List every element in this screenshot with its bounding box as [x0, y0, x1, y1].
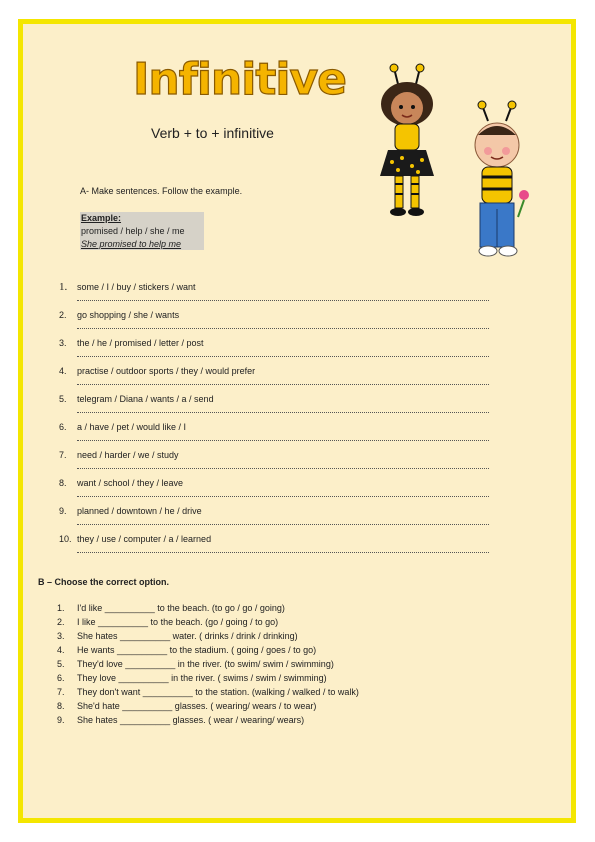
- answer-line[interactable]: [77, 496, 489, 497]
- answer-line[interactable]: [77, 440, 489, 441]
- answer-line[interactable]: [77, 300, 489, 301]
- item-number: 8.: [57, 701, 65, 711]
- answer-line[interactable]: [77, 328, 489, 329]
- item-sentence[interactable]: She'd hate __________ glasses. ( wearing/ wears / to wear): [77, 701, 317, 711]
- item-number: 1.: [59, 281, 68, 293]
- worksheet-page: [18, 19, 576, 823]
- item-prompt: some / I / buy / stickers / want: [77, 282, 196, 292]
- item-number: 1.: [57, 603, 65, 613]
- answer-line[interactable]: [77, 468, 489, 469]
- item-number: 9.: [59, 506, 67, 516]
- example-prompt: promised / help / she / me: [81, 226, 185, 236]
- item-number: 10.: [59, 534, 72, 544]
- item-sentence[interactable]: They'd love __________ in the river. (to swim/ swim / swimming): [77, 659, 334, 669]
- list-item: [57, 392, 497, 420]
- item-prompt: planned / downtown / he / drive: [77, 506, 202, 516]
- item-number: 4.: [57, 645, 65, 655]
- answer-line[interactable]: [77, 384, 489, 385]
- item-number: 7.: [59, 450, 67, 460]
- section-a-instruction: A- Make sentences. Follow the example.: [80, 186, 243, 196]
- item-sentence[interactable]: She hates __________ water. ( drinks / drink / drinking): [77, 631, 298, 641]
- page-title: Infinitive: [133, 54, 346, 105]
- section-a-list: [57, 280, 497, 560]
- list-item: [57, 504, 497, 532]
- item-number: 6.: [59, 422, 67, 432]
- item-sentence[interactable]: She hates __________ glasses. ( wear / wearing/ wears): [77, 715, 305, 725]
- page-subtitle: Verb + to + infinitive: [151, 125, 274, 141]
- item-number: 8.: [59, 478, 67, 488]
- item-number: 3.: [57, 631, 65, 641]
- item-prompt: a / have / pet / would like / I: [77, 422, 187, 432]
- item-prompt: need / harder / we / study: [77, 450, 179, 460]
- item-prompt: want / school / they / leave: [77, 478, 184, 488]
- list-item: [57, 308, 497, 336]
- list-item: [57, 532, 497, 560]
- item-number: 4.: [59, 366, 67, 376]
- example-label: Example:: [81, 213, 122, 223]
- list-item: [57, 364, 497, 392]
- item-sentence[interactable]: They don't want __________ to the station. (walking / walked / to walk): [77, 687, 359, 697]
- item-sentence[interactable]: They love __________ in the river. ( swims / swim / swimming): [77, 673, 327, 683]
- item-sentence[interactable]: I like __________ to the beach. (go / going / to go): [77, 617, 279, 627]
- list-item: [57, 336, 497, 364]
- list-item: [57, 476, 497, 504]
- item-number: 6.: [57, 673, 65, 683]
- answer-line[interactable]: [77, 356, 489, 357]
- answer-line[interactable]: [77, 524, 489, 525]
- item-prompt: telegram / Diana / wants / a / send: [77, 394, 214, 404]
- item-sentence[interactable]: He wants __________ to the stadium. ( going / goes / to go): [77, 645, 317, 655]
- item-prompt: they / use / computer / a / learned: [77, 534, 212, 544]
- item-prompt: the / he / promised / letter / post: [77, 338, 204, 348]
- item-number: 2.: [59, 310, 67, 320]
- item-number: 5.: [57, 659, 65, 669]
- list-item: [57, 448, 497, 476]
- item-number: 5.: [59, 394, 67, 404]
- item-sentence[interactable]: I'd like __________ to the beach. (to go / go / going): [77, 603, 285, 613]
- item-number: 9.: [57, 715, 65, 725]
- section-b-title: B – Choose the correct option.: [38, 577, 170, 587]
- item-number: 2.: [57, 617, 65, 627]
- list-item: [57, 280, 497, 308]
- item-prompt: go shopping / she / wants: [77, 310, 180, 320]
- example-answer: She promised to help me: [81, 239, 182, 249]
- bee-boy-illustration: [458, 99, 538, 264]
- list-item: [57, 420, 497, 448]
- item-number: 7.: [57, 687, 65, 697]
- example-box: [80, 212, 204, 250]
- item-prompt: practise / outdoor sports / they / would prefer: [77, 366, 256, 376]
- answer-line[interactable]: [77, 552, 489, 553]
- answer-line[interactable]: [77, 412, 489, 413]
- item-number: 3.: [59, 338, 67, 348]
- bee-girl-illustration: [368, 62, 448, 222]
